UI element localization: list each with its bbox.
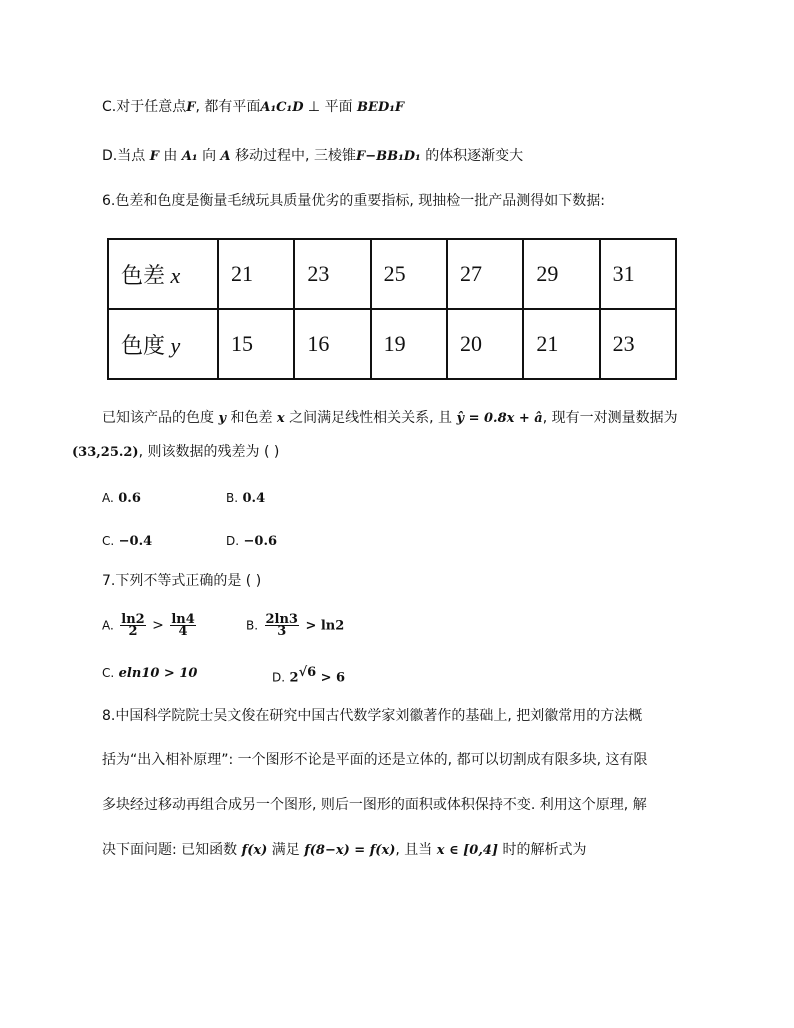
table-cell: 21 — [523, 309, 599, 379]
table-cell: 25 — [371, 239, 447, 309]
table-cell: 27 — [447, 239, 523, 309]
q7-option-a: A. $\frac{\ln 2}{2}$ > $\frac{\ln 4}{4}$ — [102, 612, 195, 639]
regression-equation: ŷ = 0.8x + â — [456, 411, 543, 426]
table-cell: 15 — [218, 309, 294, 379]
q6-condition-line1: 已知该产品的色度 y 和色差 x 之间满足线性相关关系, 且 ŷ = 0.8x + â, 现有一对测量数据为 — [102, 410, 678, 426]
q7-option-d: D. $2^{√6} > 6$ — [272, 665, 346, 686]
table-cell: 31 — [600, 239, 676, 309]
table-row — [108, 239, 676, 309]
table-cell: 29 — [523, 239, 599, 309]
q8-line1: 8.中国科学院院士吴文俊在研究中国古代数学家刘徽著作的基础上, 把刘徽常用的方法概 — [102, 708, 643, 724]
measurement-point: (33,25.2) — [72, 445, 139, 460]
q8-line2: 括为“出入相补原理”: 一个图形不论是平面的还是立体的, 都可以切割成有限多块, 这有限 — [102, 752, 648, 768]
table-cell: 23 — [294, 239, 370, 309]
table-row — [108, 309, 676, 379]
plane-bed1f: BED₁F — [357, 100, 405, 115]
q6-option-c: C. −0.4 — [102, 534, 153, 549]
q8-line4: 决下面问题: 已知函数 f(x) 满足 f(8−x) = f(x), 且当 x ∈ [0,4] 时的解析式为 — [102, 842, 587, 858]
q6-option-b: B. 0.4 — [226, 491, 266, 506]
table-cell: 23 — [600, 309, 676, 379]
q7-option-c: C. eln10 > 10 — [102, 666, 198, 681]
row-header-color-difference: 色差 x — [108, 239, 218, 309]
q5-option-c: C.对于任意点F, 都有平面A₁C₁D ⊥ 平面 BED₁F — [102, 99, 405, 115]
q7-stem: 7.下列不等式正确的是 ( ) — [102, 573, 262, 589]
table-cell: 19 — [371, 309, 447, 379]
table-cell: 20 — [447, 309, 523, 379]
option-label: C. — [102, 99, 117, 115]
q8-line3: 多块经过移动再组合成另一个图形, 则后一图形的面积或体积保持不变. 利用这个原理, 解 — [102, 797, 647, 813]
q6-condition-line2: (33,25.2), 则该数据的残差为 ( ) — [72, 444, 280, 460]
q6-option-d: D. −0.6 — [226, 534, 278, 549]
row-header-chroma: 色度 y — [108, 309, 218, 379]
pyramid-expr: F−BB₁D₁ — [355, 149, 421, 164]
q6-option-a: A. 0.6 — [102, 491, 141, 506]
plane-a1c1d: A₁C₁D — [260, 100, 304, 115]
q7-option-b: B. $\frac{2\ln 3}{3}$ > ln2 — [246, 612, 345, 639]
q6-stem: 6.色差和色度是衡量毛绒玩具质量优劣的重要指标, 现抽检一批产品测得如下数据: — [102, 193, 605, 209]
q5-option-d: D.当点 F 由 A₁ 向 A 移动过程中, 三棱锥F−BB₁D₁ 的体积逐渐变大 — [102, 148, 524, 164]
option-label: D. — [102, 148, 118, 164]
data-table — [107, 238, 677, 380]
table-cell: 16 — [294, 309, 370, 379]
table-cell: 21 — [218, 239, 294, 309]
